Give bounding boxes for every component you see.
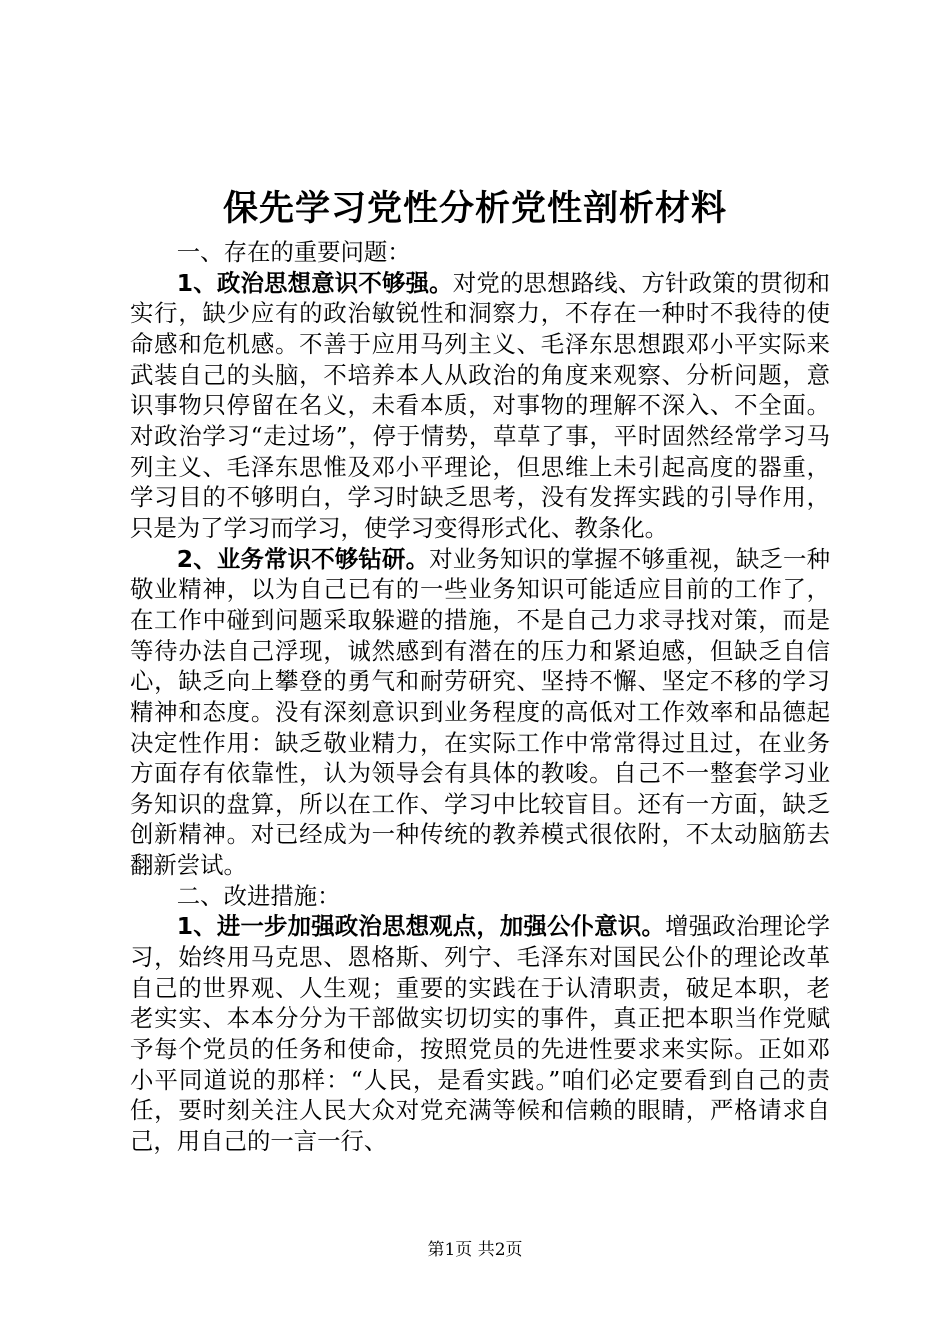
paragraph-political-awareness: [130, 268, 830, 544]
paragraph-lead: 2、业务常识不够钻研。: [176, 544, 430, 573]
paragraph-business-knowledge: [130, 544, 830, 881]
section-heading-problems: 一、存在的重要问题：: [176, 238, 411, 266]
paragraph-body: 对业务知识的掌握不够重视，缺乏一种敬业精神，以为自己已有的一些业务知识可能适应目前的工作了，在工作中碰到问题采取躲避的措施，不是自己力求寻找对策，而是等待办法自己浮现，诚然感到有潜在的压力和紧迫感，但缺乏自信心，缺乏向上攀登的勇气和耐劳研究、坚持不懈、坚定不移的学习精神和态度。没有深刻意识到业务程度的高低对工作效率和品德起决定性作用：缺乏敬业精力，在实际工作中常常得过且过，在业务方面存有依靠性，认为领导会有具体的教唆。自己不一整套学习业务知识的盘算，所以在工作、学习中比较盲目。还有一方面，缺乏创新精神。对已经成为一种传统的教养模式很依附，不太动脑筋去翻新尝试。: [130, 544, 830, 880]
paragraph-strengthen-thought: [130, 911, 830, 1156]
paragraph-lead: 1、政治思想意识不够强。: [176, 268, 453, 297]
paragraph-lead: 1、进一步加强政治思想观点，加强公仆意识。: [176, 912, 666, 941]
paragraph-body: 增强政治理论学习，始终用马克思、恩格斯、列宁、毛泽东对国民公仆的理论改革自己的世界观、人生观；重要的实践在于认清职责，破足本职，老老实实、本本分分为干部做实切切实的事件，真正把本职当作党赋予每个党员的任务和使命，按照党员的先进性要求来实际。正如邓小平同道说的那样：“人民，是看实践。”咱们必定要看到自己的责任，要时刻关注人民大众对党充满等候和信赖的眼睛，严格请求自己，用自己的一言一行、: [130, 912, 831, 1156]
page-number-footer: 第1页 共2页: [427, 1240, 523, 1260]
document-body: [130, 237, 830, 1157]
document-title: 保先学习党性分析党性剖析材料: [222, 189, 727, 229]
paragraph-body: 对党的思想路线、方针政策的贯彻和实行，缺少应有的政治敏锐性和洞察力，不存在一种时不我待的使命感和危机感。不善于应用马列主义、毛泽东思想跟邓小平实际来武装自己的头脑，不培养本人从政治的角度来观察、分析问题，意识事物只停留在名义，未看本质，对事物的理解不深入、不全面。对政治学习“走过场”，停于情势，草草了事，平时固然经常学习马列主义、毛泽东思惟及邓小平理论，但思维上未引起高度的器重，学习目的不够明白，学习时缺乏思考，没有发挥实践的引导作用，只是为了学习而学习，使学习变得形式化、教条化。: [130, 268, 831, 542]
section-heading-measures: 二、改进措施：: [176, 881, 341, 910]
